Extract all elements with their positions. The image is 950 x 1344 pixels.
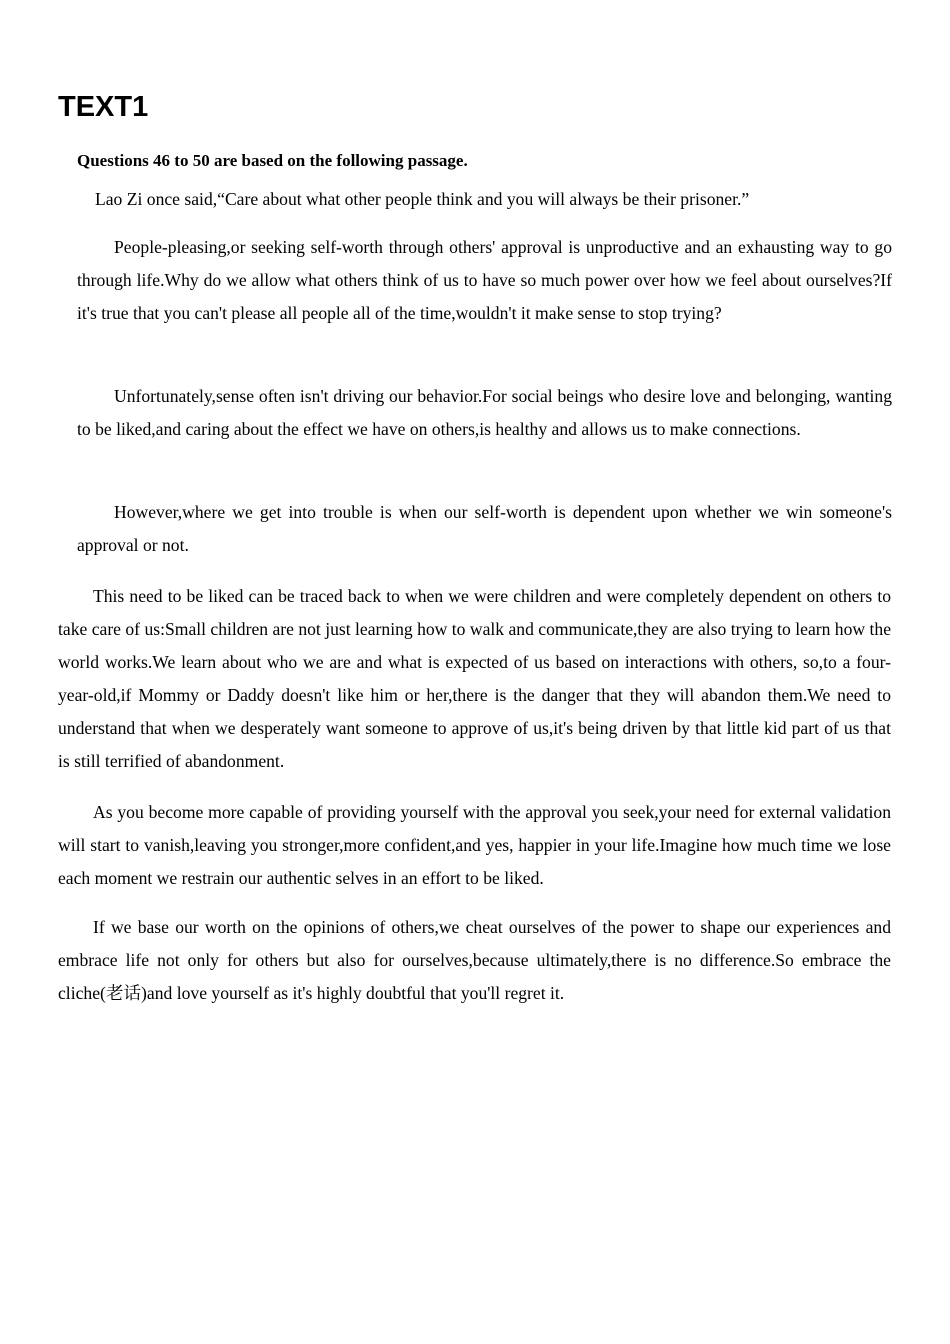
paragraph-conclusion: If we base our worth on the opinions of others,we cheat ourselves of the power to shape our experiences and embrace life not only for others but also for ourselves,because ultimately,there is no difference.So embrace the cliche(老话)and love yourself as it's highly doubtful that you'll regret it. — [58, 917, 891, 1003]
document-title: TEXT1 — [58, 91, 149, 123]
paragraph-external-validation: As you become more capable of providing yourself with the approval you seek,your need for external validation will start to vanish,leaving you stronger,more confident,and yes, happier in your life.Imagine how much time we lose each moment we restrain our authentic selves in an effort to be liked. — [58, 802, 891, 888]
paragraph-need-to-be-liked: This need to be liked can be traced back to when we were children and were completely dependent on others to take care of us:Small children are not just learning how to walk and communicate,they are also trying to learn how the world works.We learn about who we are and what is expected of us based on interactions with others, so,to a four-year-old,if Mommy or Daddy doesn't like him or her,there is the danger that they will abandon them.We need to understand that when we desperately want someone to approve of us,it's being driven by that little kid part of us that is still terrified of abandonment. — [58, 586, 891, 771]
opening-quote: Lao Zi once said,“Care about what other people think and you will always be their prisoner.” — [95, 189, 750, 209]
question-instruction: Questions 46 to 50 are based on the following passage. — [77, 151, 468, 170]
paragraph-people-pleasing: People-pleasing,or seeking self-worth through others' approval is unproductive and an exhausting way to go through life.Why do we allow what others think of us to have so much power over how we feel about ourselves?If it's true that you can't please all people all of the time,wouldn't it make sense to stop trying? — [77, 237, 892, 323]
paragraph-unfortunately: Unfortunately,sense often isn't driving our behavior.For social beings who desire love and belonging, wanting to be liked,and caring about the effect we have on others,is healthy and allows us to make connections. — [77, 386, 892, 439]
paragraph-however: However,where we get into trouble is when our self-worth is dependent upon whether we win someone's approval or not. — [77, 502, 892, 555]
